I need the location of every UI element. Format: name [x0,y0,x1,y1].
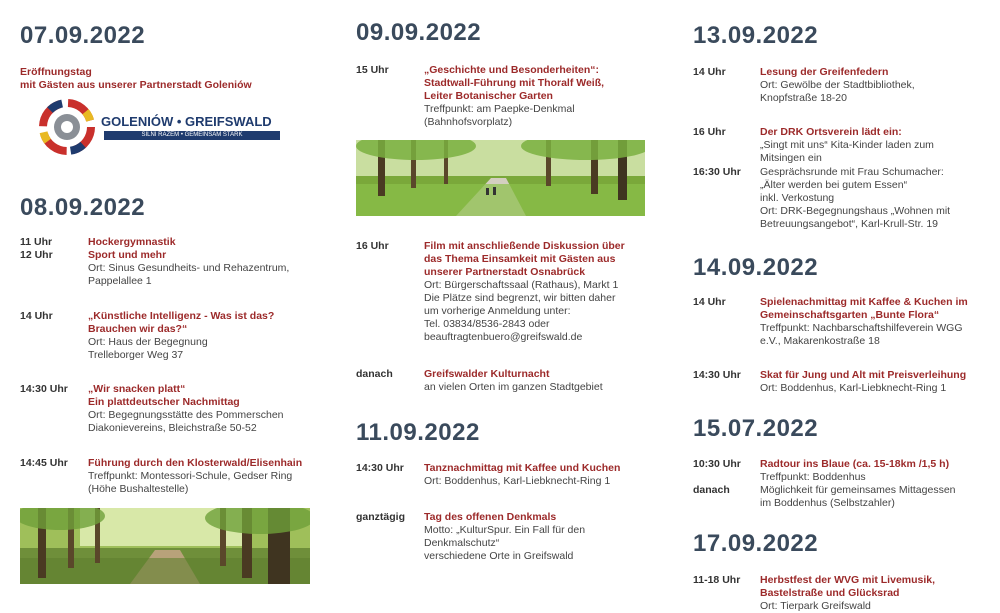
event-location: Treffpunkt: Boddenhus [760,471,866,483]
event-time: danach [356,368,393,380]
event-location: Pappelallee 1 [88,275,152,287]
event-location: Diakonievereins, Bleichstraße 50-52 [88,422,257,434]
event-time: 14:30 Uhr [356,462,404,474]
event-location: Ort: Begegnungsstätte des Pommerschen [88,409,284,421]
date-heading: 15.07.2022 [693,415,819,442]
event-title: Stadtwall-Führung mit Thoralf Weiß, [424,77,605,89]
event-location: Treffpunkt: Montessori-Schule, Gedser Ring [88,470,293,482]
event-info [760,369,966,395]
event-time: 14 Uhr [20,310,53,322]
event-info [88,236,289,288]
event-time: 14:30 Uhr [693,369,741,381]
event-location: Ort: Sinus Gesundheits- und Rehazentrum, [88,262,290,274]
event-title: Ein plattdeutscher Nachmittag [88,396,240,408]
partner-city-logo [38,98,288,156]
date-heading: 07.09.2022 [20,22,146,49]
event-title: Leiter Botanischer Garten [424,90,553,102]
event-location: Ort: Boddenhus, Karl-Liebknecht-Ring 1 [424,475,611,487]
event-info [760,484,956,510]
event-location: Treffpunkt: Nachbarschaftshilfeverein WGG [760,322,963,334]
date-heading: 17.09.2022 [693,530,819,557]
event-title: Brauchen wir das?“ [88,323,188,335]
event-title: Greifswalder Kulturnacht [424,368,550,380]
event-time: 11-18 Uhr [693,574,741,586]
date-heading: 14.09.2022 [693,254,819,281]
event-time: 10:30 Uhr [693,458,741,470]
event-time: 14:45 Uhr [20,457,68,469]
event-location: Ort: Bürgerschaftssaal (Rathaus), Markt 1 [424,279,619,291]
event-description: „Singt mit uns“ Kita-Kinder laden zum [760,139,934,151]
event-time: 14:30 Uhr [20,383,68,395]
event-title: Radtour ins Blaue (ca. 15-18km /1,5 h) [760,458,950,470]
opening-line: mit Gästen aus unserer Partnerstadt Goleniów [20,79,252,91]
event-title: Bastelstraße und Glücksrad [760,587,900,599]
event-location: Knopfstraße 18-20 [760,92,847,104]
event-location: Ort: Haus der Begegnung [88,336,208,348]
partner-city-logo-icon [38,98,96,156]
event-info [88,457,302,496]
event-title: Herbstfest der WVG mit Livemusik, [760,574,936,586]
event-title: „Wir snacken platt“ [88,383,186,395]
event-location: Ort: Tierpark Greifswald [760,600,871,612]
event-title: Der DRK Ortsverein lädt ein: [760,126,902,138]
event-title: Hockergymnastik [88,236,176,248]
event-title: Film mit anschließende Diskussion über [424,240,625,252]
event-time: 14 Uhr [693,66,726,78]
logo-tagline: SILNI RAZEM • GEMEINSAM STARK [104,131,280,140]
event-description: „Älter werden bei gutem Essen“ [760,179,908,191]
date-heading: 09.09.2022 [356,19,482,46]
event-title: Tag des offenen Denkmals [424,511,557,523]
event-time: danach [693,484,730,496]
event-title: „Künstliche Intelligenz - Was ist das? [88,310,275,322]
event-title: das Thema Einsamkeit mit Gästen aus [424,253,616,265]
event-location: Trelleborger Weg 37 [88,349,184,361]
event-description: inkl. Verkostung [760,192,835,204]
event-time: 12 Uhr [20,249,53,261]
event-location: verschiedene Orte in Greifswald [424,550,574,562]
event-location: Betreuungsangebot“, Karl-Krull-Str. 19 [760,218,939,230]
date-heading: 08.09.2022 [20,194,146,221]
event-location: Treffpunkt: am Paepke-Denkmal [424,103,575,115]
event-time: 16:30 Uhr [693,166,741,178]
opening-line: Eröffnungstag [20,66,92,78]
event-time: 11 Uhr [20,236,53,248]
event-info [760,166,950,231]
event-time: ganztägig [356,511,405,523]
event-info [760,296,968,348]
event-info [424,368,603,394]
event-location: e.V., Makarenkostraße 18 [760,335,880,347]
event-description: im Boddenhus (Selbstzahler) [760,497,895,509]
forest-photo [20,508,310,584]
event-title: Führung durch den Klosterwald/Elisenhain [88,457,303,469]
event-time: 16 Uhr [356,240,389,252]
event-description: Gesprächsrunde mit Frau Schumacher: [760,166,944,178]
contact-email: beauftragtenbuero@greifswald.de [424,331,583,343]
event-description: Motto: „KulturSpur. Ein Fall für den [424,524,586,536]
event-location: Ort: Boddenhus, Karl-Liebknecht-Ring 1 [760,382,947,394]
park-photo [356,140,645,216]
event-title: Lesung der Greifenfedern [760,66,889,78]
event-title: „Geschichte und Besonderheiten“: [424,64,600,76]
event-info [424,511,585,563]
event-info [760,126,934,165]
event-title: Skat für Jung und Alt mit Preisverleihung [760,369,967,381]
event-title: Spielenachmittag mit Kaffee & Kuchen im [760,296,968,308]
event-time: 14 Uhr [693,296,726,308]
event-info [424,462,620,488]
event-description: Die Plätze sind begrenzt, wir bitten daher [424,292,616,304]
event-info [424,240,625,344]
event-title: unserer Partnerstadt Osnabrück [424,266,586,278]
event-info [760,66,915,105]
event-time: 15 Uhr [356,64,389,76]
date-heading: 11.09.2022 [356,419,480,446]
event-description: Denkmalschutz“ [424,537,500,549]
logo-wordmark: GOLENIÓW • GREIFSWALD [101,114,272,129]
event-info [760,458,949,484]
event-title: Gemeinschaftsgarten „Bunte Flora“ [760,309,940,321]
event-title: Tanznachmittag mit Kaffee und Kuchen [424,462,621,474]
event-description: Mitsingen ein [760,152,822,164]
event-info [88,310,274,362]
event-location: Ort: DRK-Begegnungshaus „Wohnen mit [760,205,951,217]
event-title: Sport und mehr [88,249,167,261]
event-location: an vielen Orten im ganzen Stadtgebiet [424,381,603,393]
event-description: Möglichkeit für gemeinsames Mittagessen [760,484,956,496]
opening-title [20,66,252,92]
event-info [424,64,604,129]
date-heading: 13.09.2022 [693,22,819,49]
event-location: (Bahnhofsvorplatz) [424,116,513,128]
event-location: (Höhe Bushaltestelle) [88,483,189,495]
event-location: Ort: Gewölbe der Stadtbibliothek, [760,79,915,91]
event-info [88,383,284,435]
contact-phone: Tel. 03834/8536-2843 oder [424,318,550,330]
event-info [760,574,935,613]
event-description: um vorherige Anmeldung unter: [424,305,571,317]
event-time: 16 Uhr [693,126,726,138]
